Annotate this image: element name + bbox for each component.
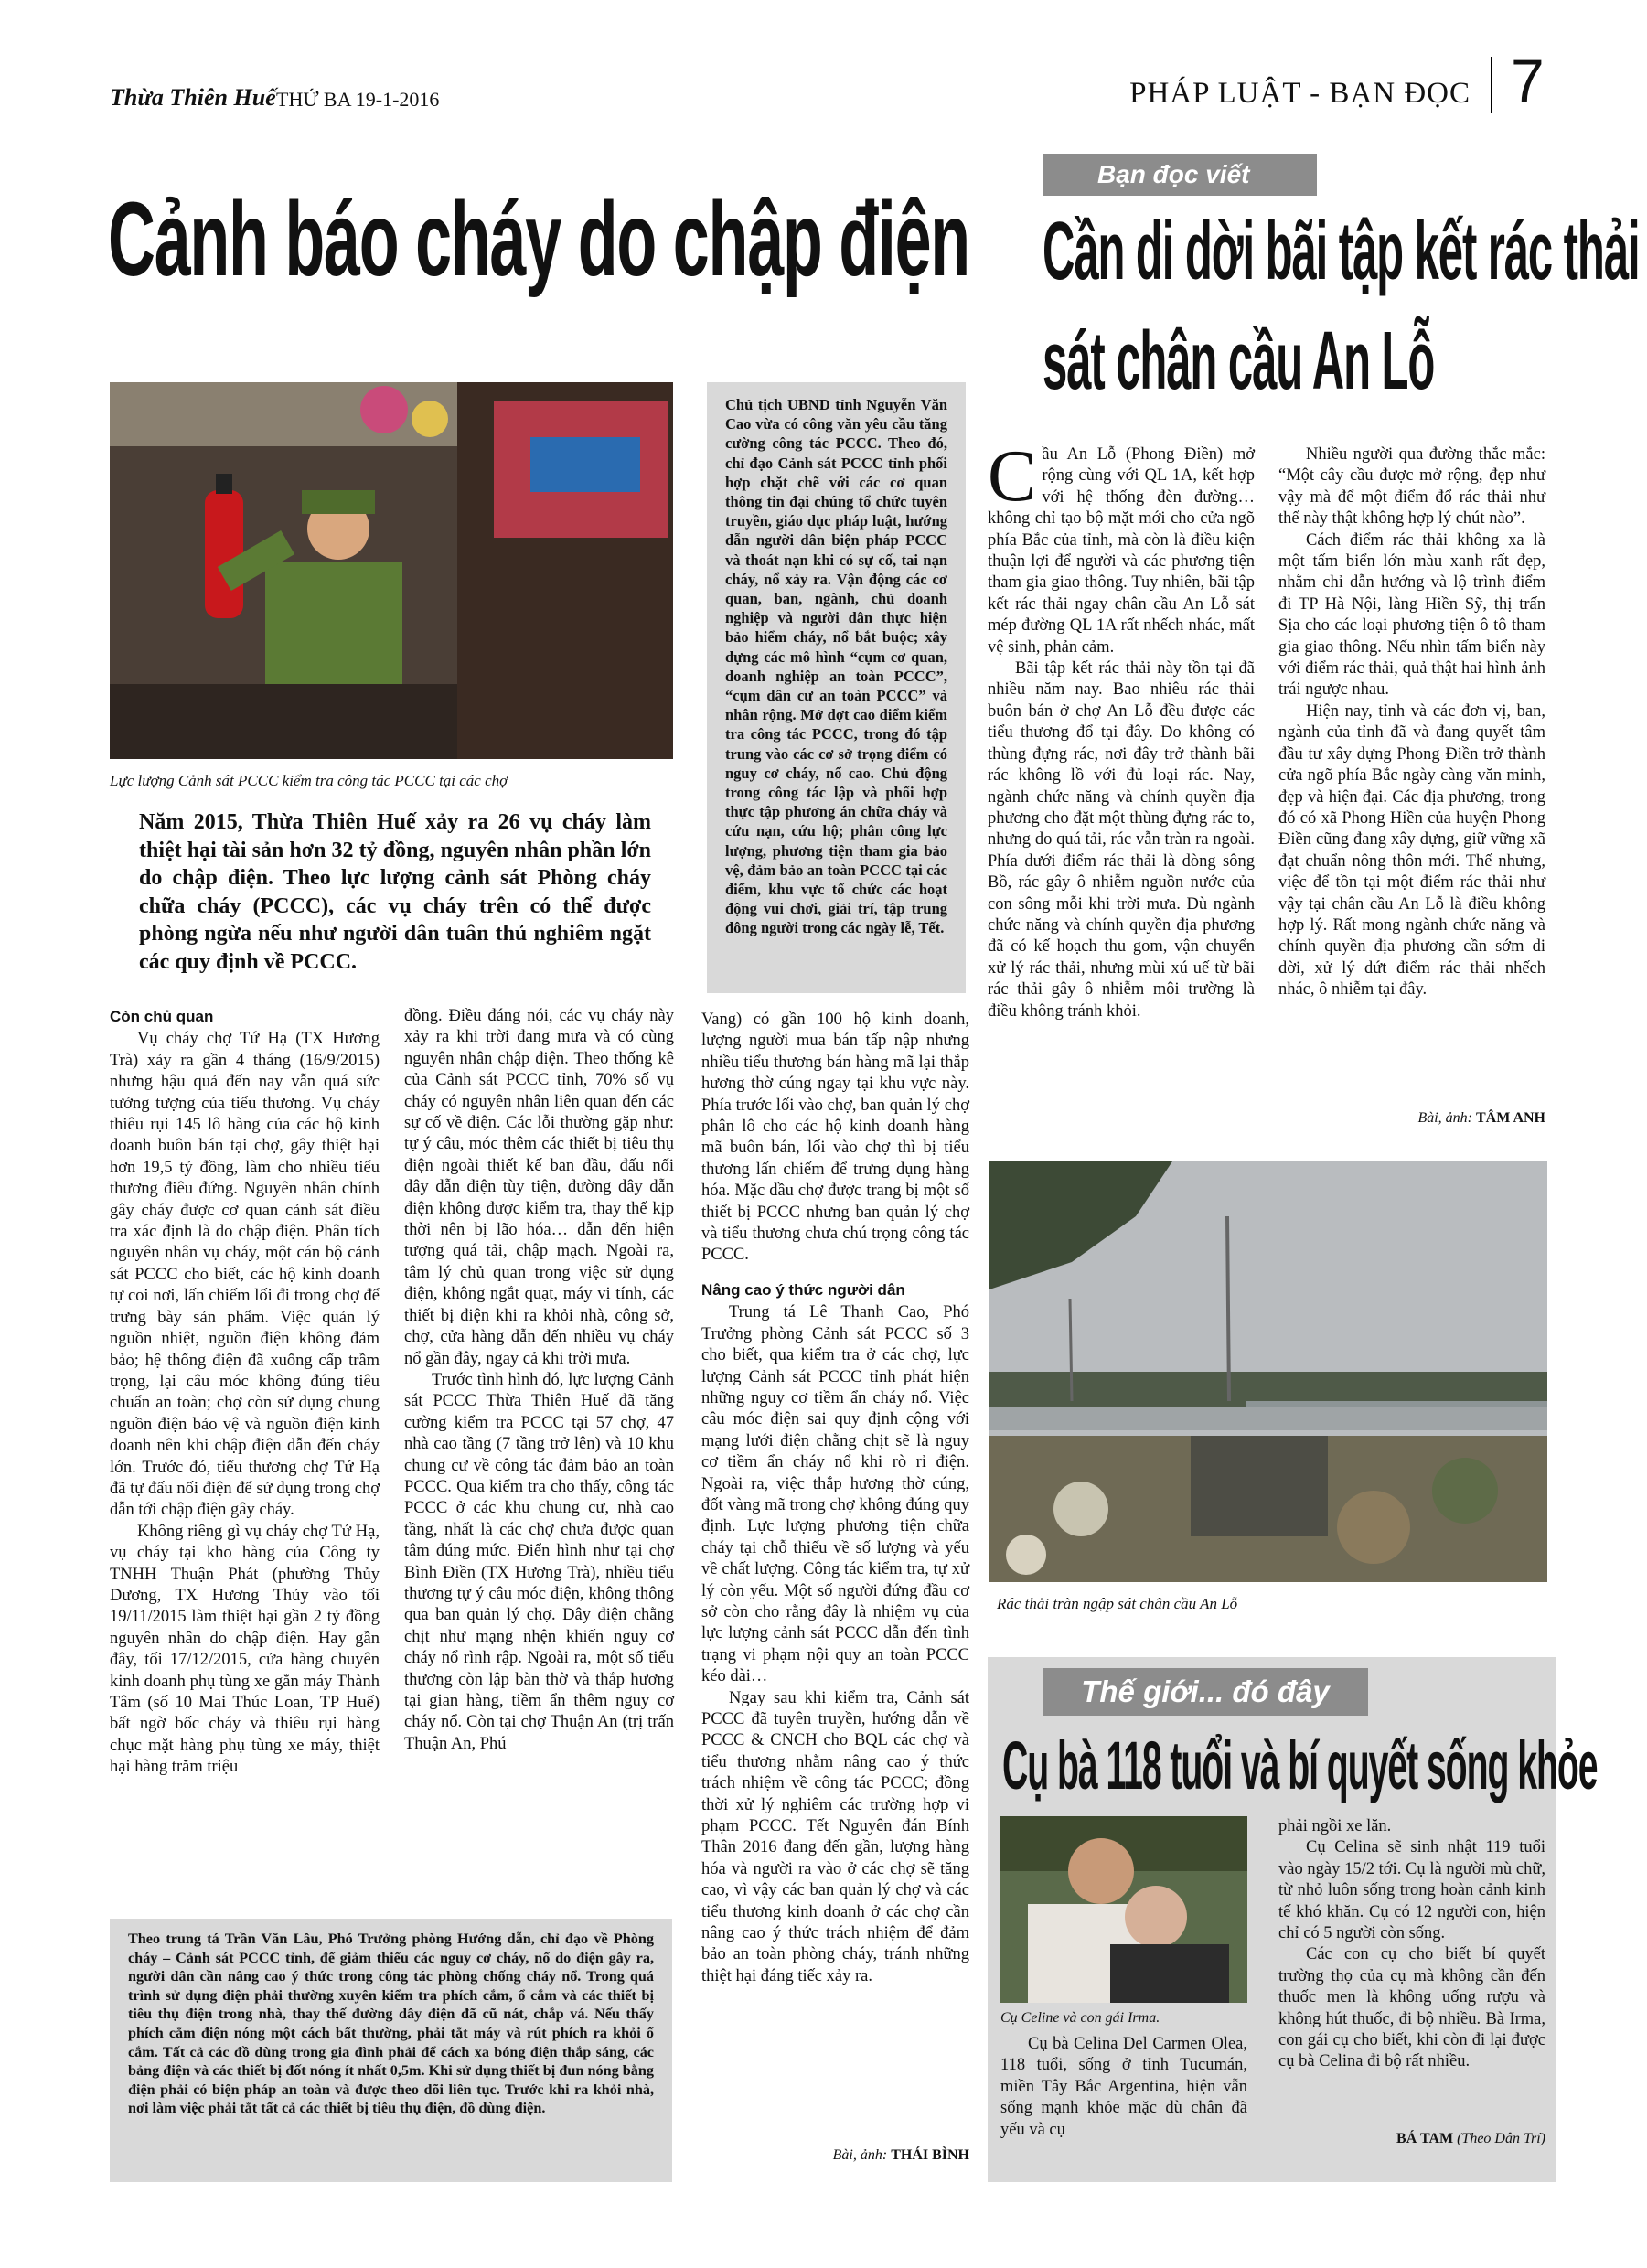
world-headline: Cụ bà 118 tuổi và bí quyết sống khỏe bbox=[1002, 1728, 1598, 1803]
issue-date: THỨ BA 19-1-2016 bbox=[276, 88, 440, 111]
world-col-1 bbox=[1000, 2034, 1247, 2141]
garbage-bridge-photo bbox=[989, 1161, 1547, 1582]
paragraph: Hiện nay, tỉnh và các đơn vị, ban, ngành của tỉnh đã và đang quyết tâm đầu tư xây dựng Phong Điền trở thành cửa ngõ phía Bắc ngày càng văn minh, đẹp và hiện đại. Các địa phương, trong đó có xã Phong Hiền của huyện Phong Điền cũng đang xây dựng, giữ vững xã đạt chuẩn nông thôn mới. Thế nhưng, việc để tồn tại một điểm rác thải như vậy tại chân cầu An Lỗ là điều không hợp lý. Rất mong ngành chức năng và chính quyền địa phương cần sớm di dời, xử lý dứt điểm rác thải nhếch nhác, ô nhiễm tại đây. bbox=[1278, 701, 1545, 1000]
paragraph: Cụ Celina sẽ sinh nhật 119 tuổi vào ngày 15/2 tới. Cụ là người mù chữ, từ nhỏ luôn sống trong hoàn cảnh kinh tế khó khăn. Cụ có 12 người con, hiện chỉ có 5 người còn sống. bbox=[1278, 1838, 1545, 1943]
byline-author: THÁI BÌNH bbox=[891, 2147, 969, 2163]
reader-headline-2: sát chân cầu An Lỗ bbox=[1043, 316, 1435, 407]
paragraph: Bãi tập kết rác thải này tồn tại đã nhiều năm nay. Bao nhiêu rác thải buôn bán ở chợ An Lỗ đều được các tiểu thương đổ tại đây. Do không có thùng đựng rác, nơi đây trở thành bãi rác không lồ với đủ loại rác. Nay, ngành chức năng và chính quyền địa phương cho đặt một thùng đựng rác to, nhưng do quá tải, rác vẫn tràn ra ngoài. Phía dưới điểm rác thải là dòng sông Bồ, rác gây ô nhiễm nguồn nước của con sông mỗi khi trời mưa. Dù ngành chức năng và chính quyền địa phương đã có kế hoạch thu gom, vận chuyển xử lý rác thải, nhưng mùi xú uế từ bãi rác thải gây ô nhiễm môi trường là điều không tránh khỏi. bbox=[988, 659, 1255, 1021]
paragraph: Nhiều người qua đường thắc mắc: “Một cây cầu được mở rộng, đẹp như vậy mà để một điểm đổ rác thải như thế này thật không hợp lý chút nào”. bbox=[1278, 445, 1545, 529]
paragraph: Trước tình hình đó, lực lượng Cảnh sát PCCC Thừa Thiên Huế đã tăng cường kiểm tra PCCC tại 57 chợ, 47 nhà cao tầng (7 tầng trở lên) và 10 khu chung cư về công tác đảm bảo an toàn PCCC. Qua kiểm tra cho thấy, công tác PCCC ở các khu chung cư, nhà cao tầng, nhất là các chợ chưa được quan tâm đúng mức. Điển hình như tại chợ Bình Điền (TX Hương Trà), nhiều tiểu thương tự ý câu móc điện, không thông qua ban quản lý chợ. Dây điện chằng chịt như mạng nhện khiến nguy cơ cháy nổ rình rập. Ngoài ra, một số tiểu thương còn lập bàn thờ và thắp hương tại gian hàng, tiềm ẩn thêm nguy cơ cháy nổ. Còn tại chợ Thuận An (trị trấn Thuận An, Phú bbox=[404, 1370, 674, 1753]
paragraph: phải ngồi xe lăn. bbox=[1278, 1817, 1392, 1835]
main-headline: Cảnh báo cháy do chập điện bbox=[108, 181, 969, 298]
main-byline bbox=[701, 2147, 969, 2164]
main-photo bbox=[110, 382, 673, 759]
main-bottom-box-text: Theo trung tá Trần Văn Lâu, Phó Trưởng phòng Hướng dẫn, chỉ đạo về Phòng cháy – Cảnh sát PCCC tỉnh, để giảm thiểu các nguy cơ cháy, nổ do điện gây ra, người dân cần nâng cao ý thức trong công tác phòng chống cháy nổ. Trong quá trình sử dụng điện phải thường xuyên kiểm tra phích cắm, ổ cắm và các thiết bị tiêu thụ điện trong nhà, thay thế đường dây điện đã cũ nát, chắp vá. Nếu thấy phích cắm điện nóng một cách bất thường, phải tắt máy và rút phích ra khỏi ổ cắm. Tất cả các đồ dùng trong gia đình phải để cách xa bóng điện thắp sáng, các bảng điện và các thiết bị đốt nóng ít nhất 0,5m. Khi sử dụng thiết bị đun nóng bằng điện phải có biện pháp an toàn và được theo dõi liên tục. Trước khi ra khỏi nhà, nơi làm việc phải tắt tất cả các thiết bị tiêu thụ điện, đồ dùng điện. bbox=[128, 1931, 654, 2117]
main-col-1 bbox=[110, 1006, 380, 1779]
world-kicker-text: Thế giới... đó đây bbox=[1081, 1674, 1330, 1708]
paragraph: Trung tá Lê Thanh Cao, Phó Trưởng phòng Cảnh sát PCCC số 3 cho biết, qua kiểm tra ở các chợ, lực lượng Cảnh sát PCCC tỉnh phát hiện những nguy cơ tiềm ẩn cháy nổ. Việc câu móc điện sai quy định cộng với mạng lưới điện chằng chịt sẽ là nguy cơ tiềm ẩn cháy nổ khi rò rỉ điện. Ngoài ra, việc thắp hương thờ cúng, đốt vàng mã trong chợ không đúng quy định. Lực lượng phương tiện chữa cháy tại chỗ thiếu về số lượng và yếu về chất lượng. Công tác kiểm tra, tự xử lý còn yếu. Một số người đứng đầu cơ sở còn cho rằng đây là nhiệm vụ của lực lượng cảnh sát PCCC dẫn đến tình trạng vi phạm nội quy an toàn PCCC kéo dài… bbox=[701, 1303, 969, 1686]
world-photo bbox=[1000, 1816, 1247, 2003]
paragraph: đồng. Điều đáng nói, các vụ cháy này xảy ra khi trời đang mưa và có cùng nguyên nhân chập điện. Theo thống kê của Cảnh sát PCCC tỉnh, 70% số vụ cháy có nguyên nhân liên quan đến các sự cố về điện. Các lỗi thường gặp như: tự ý câu, móc thêm các thiết bị tiêu thụ điện ngoài thiết kế ban đầu, đấu nối dây dẫn điện tùy tiện, đường dây dẫn điện không được kiểm tra, thay thế kịp thời nên bị lão hóa… dẫn đến hiện tượng quá tải, chập mạch. Ngoài ra, tâm lý chủ quan trong việc sử dụng điện, không ngắt quạt, máy vi tính, các thiết bị điện khi ra khỏi nhà, công sở, chợ, cửa hàng dẫn đến nhiều vụ cháy nổ gần đây, ngay cả khi trời mưa. bbox=[404, 1007, 674, 1368]
world-col-2 bbox=[1278, 1816, 1545, 2073]
byline-author: BÁ TAM bbox=[1396, 2131, 1454, 2146]
subhead-nang-cao-y-thuc: Nâng cao ý thức người dân bbox=[701, 1280, 905, 1299]
paragraph: Ngay sau khi kiểm tra, Cảnh sát PCCC đã tuyên truyền, hướng dẫn về PCCC & CNCH cho BQL các chợ và tiểu thương nhằm nâng cao ý thức trách nhiệm về công tác PCCC; đồng thời xử lý nghiêm các trường hợp vi phạm PCCC. Tết Nguyên đán Bính Thân 2016 đang đến gần, lượng hàng hóa và người ra vào ở các chợ sẽ tăng cao, vì vậy các ban quản lý chợ và các tiểu thương kinh doanh ở các chợ cần nâng cao ý thức trách nhiệm để đảm bảo an toàn phòng cháy, tránh những thiệt hại đáng tiếc xảy ra. bbox=[701, 1688, 969, 1985]
paragraph: Cụ bà Celina Del Carmen Olea, 118 tuổi, sống ở tỉnh Tucumán, miền Tây Bắc Argentina, hiện vẫn sống mạnh khỏe mặc dù chân đã yếu và cụ bbox=[1000, 2035, 1247, 2139]
world-byline bbox=[1278, 2131, 1545, 2147]
paragraph: Các con cụ cho biết bí quyết trường thọ của cụ mà không cần đến thuốc men là không uống rượu và không hút thuốc, đi bộ nhiều. Bà Irma, con gái cụ cho biết, khi còn đi lại được cụ bà Celina đi bộ rất nhiều. bbox=[1278, 1945, 1545, 2071]
main-lead: Năm 2015, Thừa Thiên Huế xảy ra 26 vụ cháy làm thiệt hại tài sản hơn 32 tỷ đồng, nguyên nhân phần lớn do chập điện. Theo lực lượng cảnh sát Phòng cháy chữa cháy (PCCC), các vụ cháy trên có thể được phòng ngừa nếu như người dân tuân thủ nghiêm ngặt các quy định về PCCC. bbox=[139, 810, 651, 974]
main-col-3 bbox=[701, 1010, 969, 1987]
reader-photo-caption: Rác thải tràn ngập sát chân cầu An Lỗ bbox=[997, 1595, 1238, 1612]
header-divider bbox=[1491, 57, 1492, 113]
masthead-logo: Thừa Thiên Huế bbox=[110, 84, 276, 111]
paragraph: Vụ cháy chợ Tứ Hạ (TX Hương Trà) xảy ra gần 4 tháng (16/9/2015) nhưng hậu quả đến nay vẫn quá sức tưởng tượng của tiểu thương. Vụ cháy thiêu rụi 145 lô hàng của các hộ kinh doanh buôn bán tại chợ, gây thiệt hại hơn 19,5 tỷ đồng, làm cho nhiều tiểu thương điêu đứng. Nguyên nhân chính gây cháy được cơ quan cảnh sát điều tra xác định là do chập điện. Phân tích nguyên nhân vụ cháy, một cán bộ cảnh sát PCCC cho biết, các hộ kinh doanh tự coi nơi, lấn chiếm lối đi trong chợ để trưng bày sản phẩm. Việc quản lý nguồn nhiệt, nguồn điện không đảm bảo; hệ thống điện đã xuống cấp trầm trọng, lại câu móc không đúng tiêu chuẩn an toàn; chợ còn sử dụng chung nguồn điện bảo vệ và nguồn điện kinh doanh nên khi chập điện dẫn đến cháy lớn. Trước đó, tiểu thương chợ Tứ Hạ đã tự đấu nối điện để sử dụng trong chợ dẫn tới chập điện gây cháy. bbox=[110, 1030, 380, 1520]
subhead-con-chu-quan: Còn chủ quan bbox=[110, 1008, 214, 1025]
world-kicker bbox=[1043, 1668, 1368, 1716]
grandmother-photo bbox=[1000, 1816, 1247, 2003]
reader-kicker-text: Bạn đọc viết bbox=[1097, 160, 1250, 188]
reader-headline-1: Cần di dời bãi tập kết rác thải bbox=[1043, 206, 1640, 297]
byline-author: TÂM ANH bbox=[1476, 1110, 1545, 1126]
paragraph-text: ầu An Lỗ (Phong Điền) mở rộng cùng với QL 1A, kết hợp với hệ thống đèn đường… không chỉ tạo bộ mặt mới cho cửa ngõ phía Bắc của tỉnh, mà còn là điều kiện thuận lợi để người và các phương tiện tham gia giao thông. Tuy nhiên, bãi tập kết rác thải ngay chân cầu An Lỗ sát mép đường QL 1A rất nhếch nhác, mất vệ sinh, phản cảm. bbox=[988, 445, 1255, 657]
byline-label: Bài, ảnh: bbox=[1417, 1110, 1472, 1126]
paragraph: Không riêng gì vụ cháy chợ Tứ Hạ, vụ cháy tại kho hàng của Công ty TNHH Thuận Phát (phường Thủy Dương, TX Hương Thủy vào tối 19/11/2015 làm thiệt hại gần 2 tỷ đồng nguyên nhân do chập điện. Hay gần đây, tối 17/12/2015, cửa hàng chuyên kinh doanh phụ tùng xe gắn máy Thành Tâm (số 10 Mai Thúc Loan, TP Huế) bất ngờ bốc cháy và thiêu rụi hàng chục mặt hàng phụ tùng xe máy, thiệt hại hàng trăm triệu bbox=[110, 1522, 380, 1777]
paragraph: Vang) có gần 100 hộ kinh doanh, lượng người mua bán tấp nập nhưng nhiều tiểu thương bán hàng mã lại thắp hương thờ cúng ngay tại khu vực này. Phía trước lối vào chợ, ban quản lý chợ phân lô cho các hộ kinh doanh hàng mã buôn bán, lối vào chợ thì bị tiểu thương lấn chiếm để trưng dụng hàng hóa. Mặc dầu chợ được trang bị một số thiết bị PCCC nhưng ban quản lý chợ và tiểu thương chưa chú trọng công tác PCCC. bbox=[701, 1011, 969, 1265]
main-col-2 bbox=[404, 1006, 674, 1755]
reader-col-2 bbox=[1278, 444, 1545, 1001]
reader-photo bbox=[989, 1161, 1547, 1582]
reader-byline bbox=[1278, 1110, 1545, 1127]
world-photo-caption: Cụ Celine và con gái Irma. bbox=[1000, 2010, 1160, 2026]
dropcap: C bbox=[988, 436, 1037, 517]
paragraph: Cách điểm rác thải không xa là một tấm biển lớn màu xanh rất đẹp, nhằm chỉ dẫn hướng và lộ trình điểm đi TP Hà Nội, làng Hiền Sỹ, thị trấn Sịa cho các loại phương tiện ô tô tham gia giao thông. Nếu nhìn tấm biển này với điểm rác thải, quả thật hai hình ảnh trái ngược nhau. bbox=[1278, 530, 1545, 700]
market-inspection-photo bbox=[110, 382, 673, 759]
section-title: PHÁP LUẬT - BẠN ĐỌC bbox=[1129, 77, 1471, 110]
reader-col-1 bbox=[988, 436, 1255, 1022]
main-sidebar-box bbox=[707, 382, 966, 993]
main-photo-caption: Lực lượng Cảnh sát PCCC kiểm tra công tác PCCC tại các chợ bbox=[110, 772, 508, 789]
page-number: 7 bbox=[1511, 47, 1545, 114]
byline-source: (Theo Dân Trí) bbox=[1457, 2131, 1545, 2146]
paragraph bbox=[988, 436, 1255, 658]
byline-label: Bài, ảnh: bbox=[832, 2147, 888, 2163]
main-bottom-box bbox=[110, 1919, 672, 2182]
main-sidebar-text: Chủ tịch UBND tỉnh Nguyễn Văn Cao vừa có công văn yêu cầu tăng cường công tác PCCC. Theo đó, chỉ đạo Cảnh sát PCCC tỉnh phối hợp chặt chẽ với các cơ quan thông tin đại chúng tổ chức tuyên truyền, giáo dục pháp luật, hướng dẫn người dân biện pháp PCCC và thoát nạn khi có sự cố, tai nạn cháy, nổ xảy ra. Vận động các cơ quan, ban, ngành, chủ doanh nghiệp và người dân thực hiện bảo hiểm cháy, nổ bắt buộc; xây dựng các mô hình “cụm cơ quan, doanh nghiệp an toàn PCCC”, “cụm dân cư an toàn PCCC” và nhân rộng. Mở đợt cao điểm kiểm tra công tác PCCC, trong đó tập trung vào các cơ sở trọng điểm có nguy cơ cháy, nổ cao. Chủ động trong công tác lập và phối hợp thực tập phương án chữa cháy và cứu nạn, cứu hộ; phân công lực lượng, phương tiện tham gia bảo vệ, đảm bảo an toàn PCCC tại các điểm, khu vực tổ chức các hoạt động vui chơi, giải trí, tập trung đông người trong các ngày lễ, Tết. bbox=[725, 396, 947, 937]
reader-kicker bbox=[1043, 154, 1317, 196]
